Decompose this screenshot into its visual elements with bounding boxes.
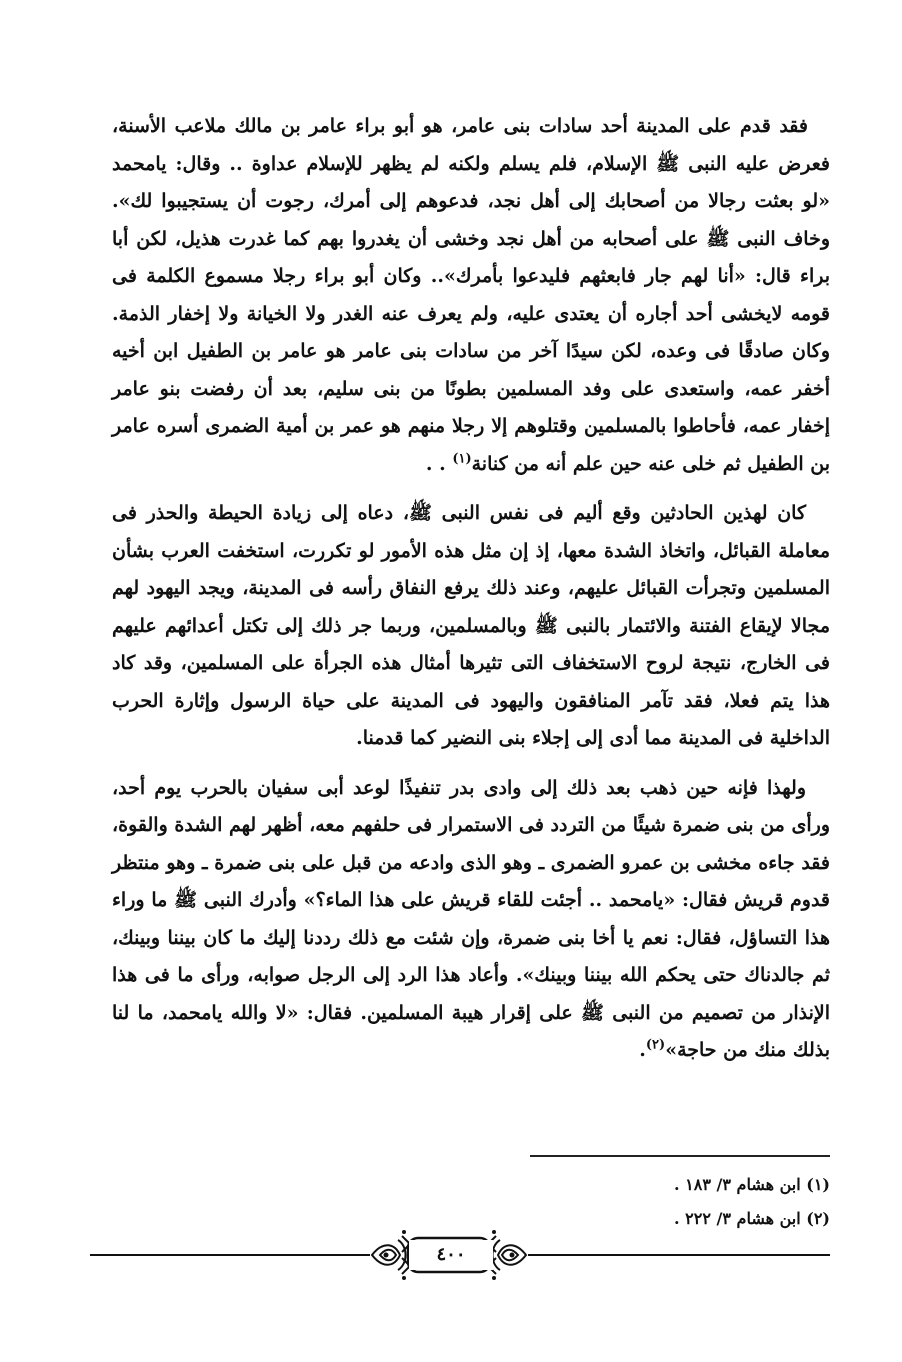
- paragraph-1-text: فقد قدم على المدينة أحد سادات بنى عامر، هو أبو براء عامر بن مالك ملاعب الأسنة، فعرض عليه النبى ﷺ الإسلام، فلم يسلم ولكنه لم يظهر للإسلام عداوة .. وقال: يامحمد «لو بعثت رجالا من أصحابك إلى أهل نجد، فدعوهم إلى أمرك، رجوت أن يستجيبوا لك». وخاف النبى ﷺ على أصحابه من أهل نجد وخشى أن يغدروا بهم كما غدرت هذيل، لكن أبا براء قال: «أنا لهم جار فابعثهم فليدعوا بأمرك».. وكان أبو براء رجلا مسموع الكلمة فى قومه لايخشى أحد أجاره أن يعتدى عليه، ولم يعرف عنه الغدر ولا الخيانة ولا إخفار الذمة. وكان صادقًا فى وعده، لكن سيدًا آخر من سادات بنى عامر هو عامر بن الطفيل ابن أخيه أخفر عمه، واستعدى على وفد المسلمين بطونًا من بنى سليم، بعد أن رفضت بنو عامر إخفار عمه، فأحاطوا بالمسلمين وقتلوهم إلا رجلا منهم هو عمر بن أمية الضمرى أسره عامر بن الطفيل ثم خلى عنه حين علم أنه من كنانة: [112, 115, 830, 475]
- paragraph-1-end: . .: [425, 452, 453, 475]
- paragraph-2-text: كان لهذين الحادثين وقع أليم فى نفس النبى ﷺ، دعاه إلى زيادة الحيطة والحذر فى معاملة القبائل، واتخاذ الشدة معها، إذ إن مثل هذه الأمور لو تكررت، استخفت العرب بشأن المسلمين وتجرأت القبائل عليهم، وعند ذلك يرفع النفاق رأسه فى المدينة، ويجد اليهود لهم مجالا لإيقاع الفتنة والائتمار بالنبى ﷺ وبالمسلمين، وربما جر ذلك إلى تكتل أعدائهم عليهم فى الخارج، نتيجة لروح الاستخفاف التى تثيرها أمثال هذه الجرأة على المسلمين، وقد كاد هذا يتم فعلا، فقد تآمر المنافقون واليهود فى المدينة على حياة الرسول وإثارة الحرب الداخلية فى المدينة مما أدى إلى إجلاء بنى النضير كما قدمنا.: [112, 502, 830, 749]
- paragraph-1: [112, 108, 830, 483]
- paragraph-3-end: .: [639, 1039, 646, 1061]
- paragraph-3: [112, 770, 830, 1070]
- page-number: ٤٠٠: [409, 1240, 493, 1270]
- footer-rule-left: [90, 1254, 370, 1256]
- footnote-divider: [530, 1155, 830, 1157]
- paragraph-3-text: ولهذا فإنه حين ذهب بعد ذلك إلى وادى بدر تنفيذًا لوعد أبى سفيان بالحرب يوم أحد، ورأى من بنى ضمرة شيئًا من التردد فى الاستمرار فى حلفهم معه، أظهر لهم الشدة والقوة، فقد جاءه مخشى بن عمرو الضمرى ـ وهو الذى وادعه من قبل على بنى ضمرة ـ وهو منتظر قدوم قريش فقال: «يامحمد .. أجئت للقاء قريش على هذا الماء؟» وأدرك النبى ﷺ ما وراء هذا التساؤل، فقال: نعم يا أخا بنى ضمرة، وإن شئت مع ذلك رددنا إليك ما كان بيننا وبينك، ثم جالدناك حتى يحكم الله بيننا وبينك». وأعاد هذا الرد إلى الرجل صوابه، ورأى ما فى هذا الإنذار من تصميم من النبى ﷺ على إقرار هيبة المسلمين. فقال: «لا والله يامحمد، ما لنا بذلك منك من حاجة»: [112, 776, 830, 1061]
- footnote-ref-2[interactable]: (٢): [645, 1037, 666, 1053]
- footer-rule-right: [528, 1254, 830, 1256]
- footnote-2: (٢) ابن هشام ٣/ ٢٢٢ .: [674, 1209, 830, 1228]
- paragraph-2: [112, 495, 830, 758]
- footnote-ref-1[interactable]: (١): [452, 451, 472, 467]
- footnotes: [500, 1168, 830, 1236]
- footnote-1: (١) ابن هشام ٣/ ١٨٣ .: [674, 1175, 830, 1194]
- main-text: [112, 108, 830, 1082]
